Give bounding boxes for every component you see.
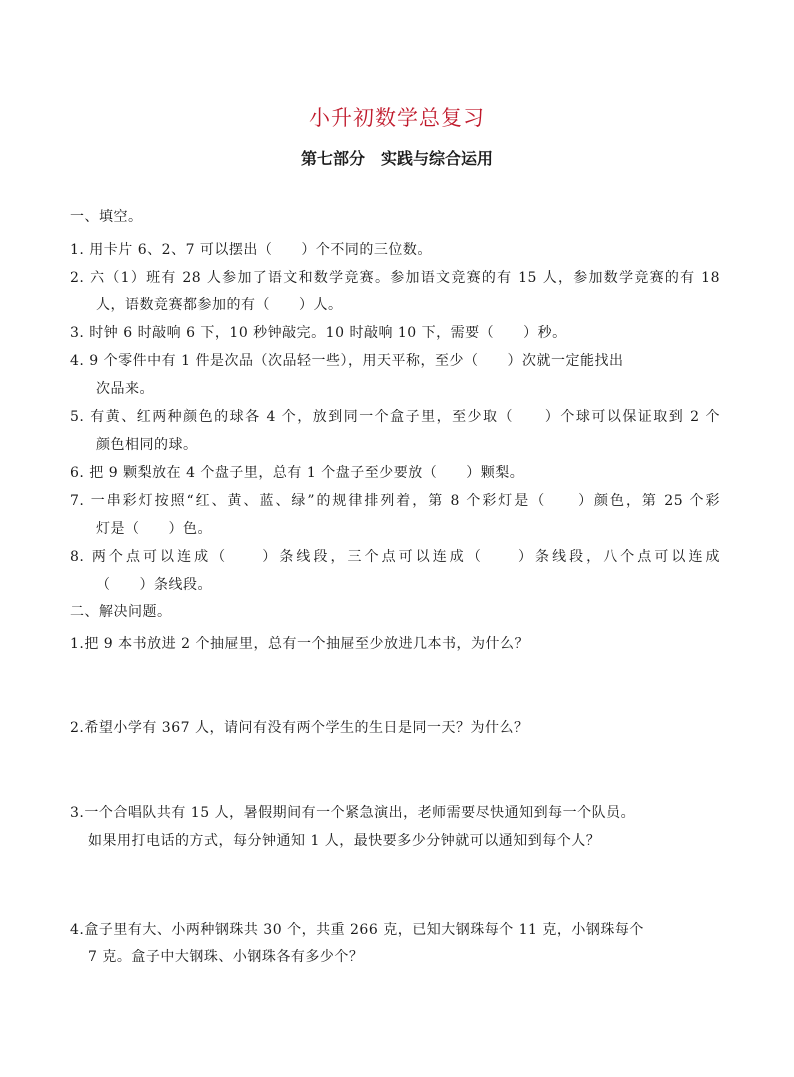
section-heading-fill-blank: 一、填空。 — [70, 209, 143, 225]
problem-2-4-line-1: 4.盒子里有大、小两种钢珠共 30 个，共重 266 克，已知大钢珠每个 11 克，小钢珠每个 — [70, 922, 644, 938]
section-heading-problems: 二、解决问题。 — [70, 604, 172, 620]
problem-2-1-line-1: 1.把 9 本书放进 2 个抽屉里，总有一个抽屉至少放进几本书，为什么？ — [70, 636, 529, 652]
page-subtitle: 第七部分 实践与综合运用 — [300, 149, 493, 168]
problem-2-4-line-2: 7 克。盒子中大钢珠、小钢珠各有多少个？ — [88, 949, 364, 965]
question-1-3-line-1: 3. 时钟 6 时敲响 6 下，10 秒钟敲完。10 时敲响 10 下，需要（ ）秒。 — [70, 325, 567, 341]
question-1-8-line-2: （ ）条线段。 — [96, 577, 212, 593]
question-1-7-line-2: 灯是（ ）色。 — [96, 521, 212, 537]
question-1-2-line-1: 2. 六（1）班有 28 人参加了语文和数学竞赛。参加语文竞赛的有 15 人，参加数学竞赛的有 18 — [70, 270, 720, 286]
problem-2-3-line-2: 如果用打电话的方式，每分钟通知 1 人，最快要多少分钟就可以通知到每个人？ — [88, 833, 601, 849]
question-1-8-line-1: 8. 两个点可以连成（ ）条线段，三个点可以连成（ ）条线段，八个点可以连成 — [70, 549, 720, 565]
question-1-5-line-2: 颜色相同的球。 — [96, 437, 198, 453]
problem-2-3-line-1: 3.一个合唱队共有 15 人，暑假期间有一个紧急演出，老师需要尽快通知到每一个队员。 — [70, 805, 636, 821]
question-1-4-line-2: 次品来。 — [96, 381, 154, 397]
question-1-7-line-1: 7. 一串彩灯按照“红、黄、蓝、绿”的规律排列着，第 8 个彩灯是（ ）颜色，第 25 个彩 — [70, 493, 720, 509]
question-1-1-line-1: 1. 用卡片 6、2、7 可以摆出（ ）个不同的三位数。 — [70, 242, 432, 258]
question-1-5-line-1: 5. 有黄、红两种颜色的球各 4 个，放到同一个盒子里，至少取（ ）个球可以保证取到 2 个 — [70, 409, 720, 425]
question-1-4-line-1: 4. 9 个零件中有 1 件是次品（次品轻一些），用天平称，至少（ ）次就一定能找出 — [70, 353, 624, 369]
problem-2-2-line-1: 2.希望小学有 367 人，请问有没有两个学生的生日是同一天？为什么？ — [70, 720, 529, 736]
question-1-6-line-1: 6. 把 9 颗梨放在 4 个盘子里，总有 1 个盘子至少要放（ ）颗梨。 — [70, 465, 525, 481]
page-title: 小升初数学总复习 — [309, 106, 485, 130]
question-1-2-line-2: 人，语数竞赛都参加的有（ ）人。 — [96, 297, 343, 313]
